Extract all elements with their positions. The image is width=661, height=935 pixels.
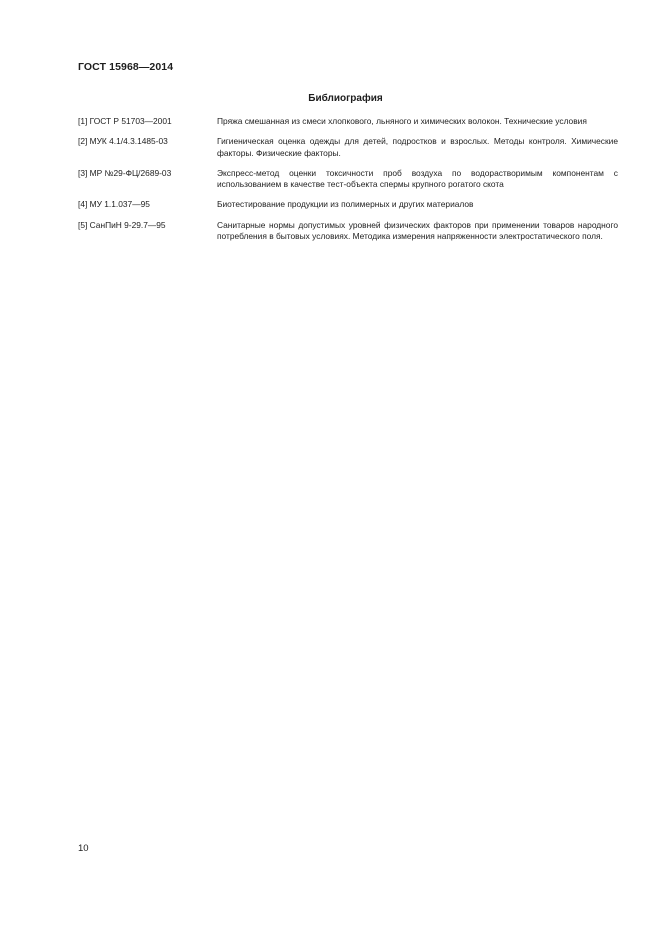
bibliography-entry	[78, 220, 618, 243]
bibliography-reference: [1] ГОСТ Р 51703—2001	[78, 116, 172, 126]
bibliography-description: Гигиеническая оценка одежды для детей, подростков и взрослых. Методы контроля. Химические факторы. Физические факторы.	[217, 136, 618, 158]
bibliography-entry	[78, 199, 618, 210]
bibliography-description: Пряжа смешанная из смеси хлопкового, льняного и химических волокон. Технические условия	[217, 116, 587, 126]
bibliography-reference: [4] МУ 1.1.037—95	[78, 199, 150, 210]
page-number: 10	[78, 843, 89, 854]
bibliography-entry	[78, 136, 618, 159]
document-header: ГОСТ 15968—2014	[78, 61, 174, 73]
bibliography-list	[78, 116, 618, 251]
section-title: Библиография	[308, 93, 383, 104]
bibliography-reference: [5] СанПиН 9-29.7—95	[78, 219, 166, 230]
bibliography-entry	[78, 168, 618, 191]
bibliography-description: Биотестирование продукции из полимерных и других материалов	[217, 199, 474, 210]
bibliography-entry	[78, 116, 618, 127]
bibliography-reference: [2] МУК 4.1/4.3.1485-03	[78, 136, 168, 147]
bibliography-description: Экспресс-метод оценки токсичности проб воздуха по водорастворимым компонентам с использованием в качестве тест-объекта спермы крупного рогатого скота	[217, 167, 618, 190]
bibliography-reference: [3] МР №29-ФЦ/2689-03	[78, 167, 172, 178]
bibliography-description: Санитарные нормы допустимых уровней физических факторов при применении товаров народного потребления в бытовых условиях. Методика измерения напряженности электростатического поля.	[217, 219, 618, 242]
